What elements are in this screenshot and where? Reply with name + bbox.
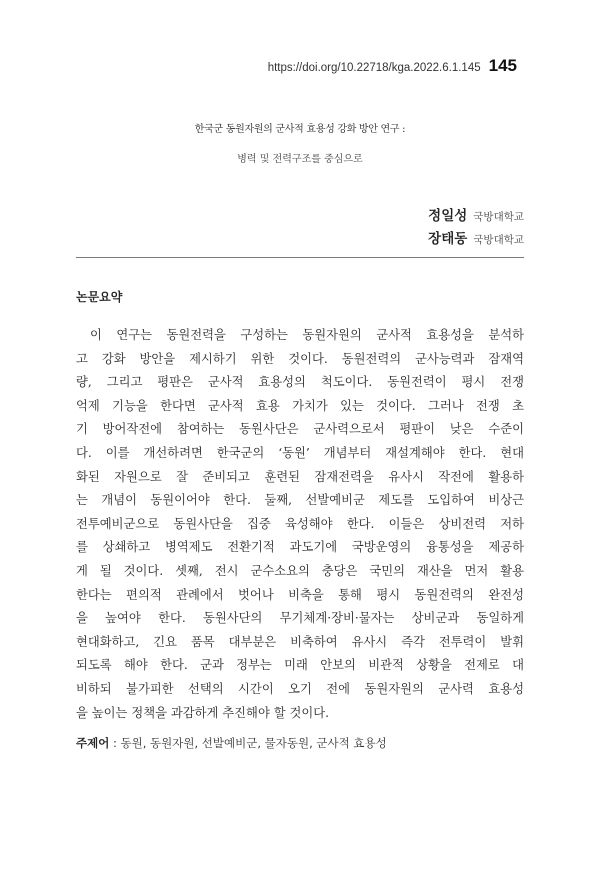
abstract-line: 고 강화 방안을 제시하기 위한 것이다. 동원전력의 군사능력과 잠재역 [76,351,524,366]
abstract-line: 다. 이를 개선하려면 한국군의 ‘동원’ 개념부터 재설계해야 한다. 현대 [76,445,524,460]
author-affiliation: 국방대학교 [473,211,524,223]
author-affiliation: 국방대학교 [473,234,524,246]
paper-subtitle: 병력 및 전력구조를 중심으로 [237,154,363,165]
abstract-line: 량, 그리고 평판은 군사적 효용성의 척도이다. 동원전력이 평시 전쟁 [76,375,524,390]
abstract-line: 되도록 해야 한다. 군과 정부는 미래 안보의 비관적 상황을 전제로 대 [76,658,524,673]
page-number: 145 [488,56,517,75]
keywords-separator: : [109,736,121,750]
abstract-heading: 논문요약 [76,290,123,304]
page-header [268,56,517,76]
abstract-line: 을 높이는 정책을 과감하게 추진해야 할 것이다. [76,705,330,720]
author-name: 정일성 [428,208,468,224]
author-entry [428,227,524,250]
keywords-text: 동원, 동원자원, 선발예비군, 물자동원, 군사적 효용성 [120,736,387,750]
keywords-label: 주제어 [76,736,110,750]
abstract-line: 현대화하고, 긴요 품목 대부분은 비축하여 유사시 즉각 전투력이 발휘 [76,634,524,649]
abstract-line: 게 될 것이다. 셋째, 전시 군수소요의 충당은 국민의 재산을 먼저 활용 [76,563,524,578]
author-list [428,204,524,250]
abstract-line: 기 방어작전에 참여하는 동원사단은 군사력으로서 평판이 낮은 수준이 [76,422,524,437]
abstract-line: 억제 기능을 한다면 군사적 효용 가치가 있는 것이다. 그러나 전쟁 초 [76,398,524,413]
doi-link[interactable]: https://doi.org/10.22718/kga.2022.6.1.145 [267,62,481,74]
abstract-line: 비하되 불가피한 선택의 시간이 오기 전에 동원자원의 군사력 효용성 [76,681,524,696]
author-entry [428,204,524,227]
abstract-line: 전투예비군으로 동원사단을 집중 육성해야 한다. 이들은 상비전력 저하 [76,516,524,531]
abstract-line: 을 높여야 한다. 동원사단의 무기체계·장비·물자는 상비군과 동일하게 [76,611,524,626]
section-divider [76,257,524,258]
author-name: 장태동 [428,231,468,247]
abstract-line: 한다는 편의적 관례에서 벗어나 비축을 통해 평시 동원전력의 완전성 [76,587,524,602]
abstract-line: 는 개념이 동원이어야 한다. 둘째, 선발예비군 제도를 도입하여 비상근 [76,493,524,508]
abstract-line: 이 연구는 동원전력을 구성하는 동원자원의 군사적 효용성을 분석하 [90,328,524,342]
paper-title: 한국군 동원자원의 군사적 효용성 강화 방안 연구 : [194,124,406,135]
abstract-line: 를 상쇄하고 병역제도 전환기적 과도기에 국방운영의 융통성을 제공하 [76,540,524,555]
keywords [76,735,387,751]
abstract-line: 화된 자원으로 잘 준비되고 훈련된 잠재전력을 유사시 작전에 활용하 [76,469,524,484]
abstract-body [76,324,524,725]
